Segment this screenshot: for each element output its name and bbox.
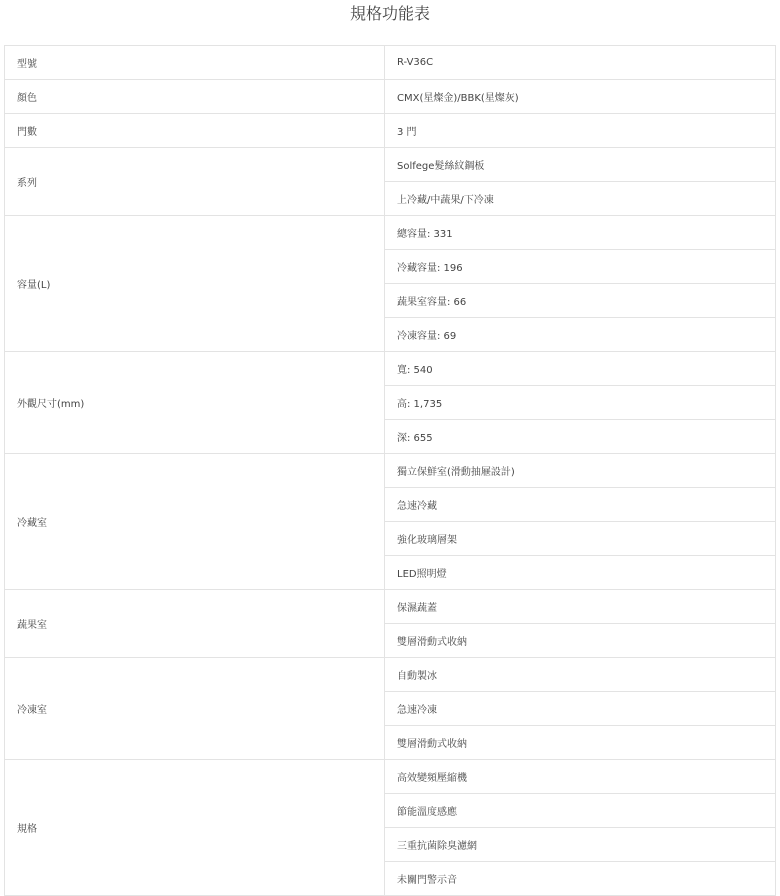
spec-value: 雙層滑動式收納 [385,726,776,760]
spec-value: 急速冷凍 [385,692,776,726]
table-row [5,80,776,114]
spec-value: 急速冷藏 [385,488,776,522]
table-row [5,454,776,488]
table-row [5,658,776,692]
spec-value: LED照明燈 [385,556,776,590]
spec-value: 獨立保鮮室(滑動抽屜設計) [385,454,776,488]
table-row [5,148,776,182]
spec-value: 自動製冰 [385,658,776,692]
spec-value: 總容量: 331 [385,216,776,250]
spec-label: 型號 [5,46,385,80]
spec-value: 節能溫度感應 [385,794,776,828]
spec-label: 門數 [5,114,385,148]
spec-value: 冷藏容量: 196 [385,250,776,284]
spec-value: CMX(星燦金)/BBK(星燦灰) [385,80,776,114]
spec-label: 蔬果室 [5,590,385,658]
spec-label: 系列 [5,148,385,216]
spec-value: 雙層滑動式收納 [385,624,776,658]
spec-value: 保濕蔬蓋 [385,590,776,624]
page-title: 規格功能表 [349,4,430,23]
table-row [5,352,776,386]
spec-value: 深: 655 [385,420,776,454]
spec-label: 冷藏室 [5,454,385,590]
spec-value: 寬: 540 [385,352,776,386]
spec-label: 容量(L) [5,216,385,352]
spec-value: 強化玻璃層架 [385,522,776,556]
spec-value: 冷凍容量: 69 [385,318,776,352]
spec-value: Solfege髮絲紋鋼板 [385,148,776,182]
spec-value: 高效變頻壓縮機 [385,760,776,794]
spec-value: 上冷藏/中蔬果/下冷凍 [385,182,776,216]
spec-value: R-V36C [385,46,776,80]
spec-value: 高: 1,735 [385,386,776,420]
table-row [5,114,776,148]
table-row [5,760,776,794]
spec-label: 規格 [5,760,385,896]
spec-value: 3 門 [385,114,776,148]
spec-label: 顏色 [5,80,385,114]
spec-value: 未關門警示音 [385,862,776,896]
spec-table [4,45,776,896]
table-row [5,46,776,80]
spec-table-body [5,46,776,896]
spec-value: 蔬果室容量: 66 [385,284,776,318]
table-row [5,216,776,250]
spec-value: 三重抗菌除臭濾網 [385,828,776,862]
table-row [5,590,776,624]
spec-label: 外觀尺寸(mm) [5,352,385,454]
spec-label: 冷凍室 [5,658,385,760]
